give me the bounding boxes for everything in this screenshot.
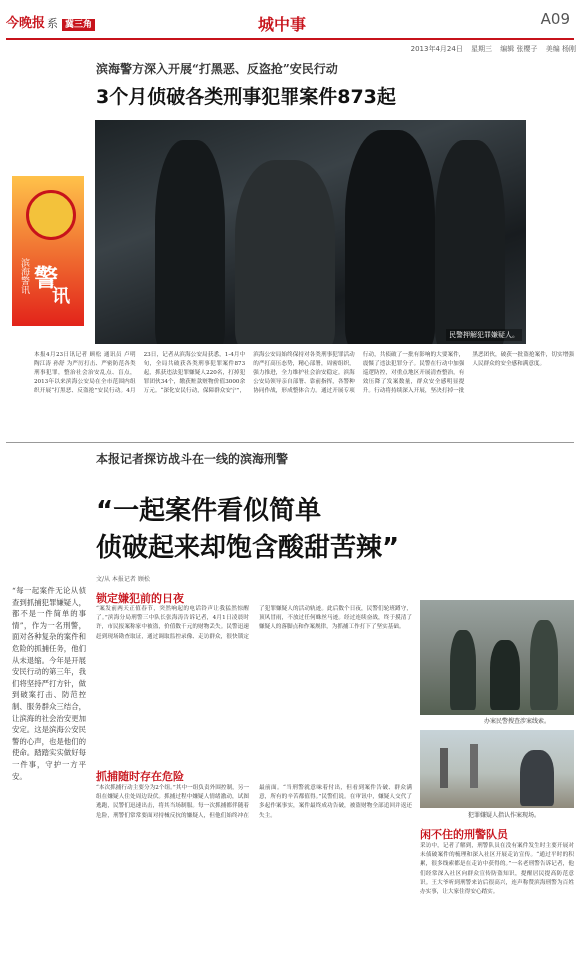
story2-body-a: “案发前两天正值春节，突然响起的电话铃声让我猛然惊醒了。”滨海分局刑警三中队长张海涛告诉记者，4月1日凌晨时许，市民报案称家中被盗，价值数千元的财物丢失。民警迅速赶到现场勘查取证，通过调取监控录像、走访群众，很快锁定了犯罪嫌疑人的活动轨迹。此后数个日夜，民警们轮班蹲守，顶风冒雨，不放过任何蛛丝马迹。经过连续奋战，终于摸清了嫌疑人的落脚点和作案规律，为抓捕工作打下了坚实基础。 xyxy=(96,606,412,640)
story2-byline: 文/从 本报记者 顾松 xyxy=(96,576,150,583)
story2-body-b: “本次抓捕行动主要分为2个组。”其中一组负责外围控制，另一组在嫌疑人住处周边设伏。抓捕过程中嫌疑人情绪激动，试图逃跑，民警们迅速出击，将其当场制服。每一次抓捕都伴随着危险，刑警们常常要面对持械反抗的嫌疑人，但他们始终冲在最前面。“当刑警就意味着付出，但看到案件告破、群众满意，所有的辛苦都值得。”民警们说。在审讯中，嫌疑人交代了多起作案事实，案件最终成功告破，被盗财物全部追回并返还失主。 xyxy=(96,785,412,819)
story2-body-c: 采访中，记者了解到，刑警队员在没有案件发生时主要开展对未侦破案件的梳理和深入社区开展走访宣传。“通过平时的积累，很多线索都是在走访中获得的。”一名老刑警告诉记者，他们经常深入社区向群众宣传防盗知识，提醒居民提高防范意识。王大爷听到刑警来访后很高兴，连声称赞滨海刑警为百姓办实事，让大家住得安心踏实。 xyxy=(420,843,574,896)
badge-title-1: 警 xyxy=(34,263,58,292)
story2-subhead-1: 锁定嫌犯前的日夜 xyxy=(96,592,184,605)
story2-photo-search xyxy=(420,600,574,715)
story1-kicker: 滨海警方深入开展“打黑恶、反盗抢”安民行动 xyxy=(96,62,338,76)
story2-left-column: “每一起案件无论从侦查到抓捕犯罪嫌疑人，都不是一件简单的事情”，作为一名刑警，面对各种复杂的案件和危险的抓捕任务，他们从未退缩。今年是开展安民行动的第三年，我们将坚持严打方针，做到破案打击、防范控制、服务群众三结合，让滨海的社会治安更加安定。这是滨海公安民警的心声，也是他们的使命。踏踏实实做好每一件事，守护一方平安。 xyxy=(12,586,86,781)
police-emblem-icon xyxy=(26,190,76,240)
story2-subhead-3: 闲不住的刑警队员 xyxy=(420,828,508,841)
police-news-badge xyxy=(12,176,84,326)
story1-body: 本报4月23日讯记者 顾松 通讯员 卢明 陶江涛 孙舒 为严厉打击、严密防范各类刑事犯罪，整治社会治安乱点、盲点，2013年以来滨海公安局在全市范围内组织开展“打黑恶、反盗抢”安民行动。4月23日，记者从滨海公安局获悉，1-4月中旬，全局共破获各类刑事犯罪案件873起，抓获违法犯罪嫌疑人220名，打掉犯罪团伙34个，缴获赃款赃物价值3000余万元。“深化安民行动，保障群众安宁”，滨海公安局始终保持对各类刑事犯罪活动的严打高压态势，精心部署，周密组织，强力推进，全力维护社会治安稳定。滨海公安局领导亲自部署、靠前指挥，各警种协同作战，形成整体合力。通过开展专项行动，共侦破了一批有影响的大要案件，震慑了违法犯罪分子。民警在行动中加强巡逻防控，对重点地区开展清查整治，有效压降了发案数量，群众安全感明显提升。行动将持续深入开展，坚决打掉一批黑恶团伙，破获一批盗抢案件，切实增强人民群众的安全感和满意度。 xyxy=(34,352,574,394)
story2-photo-scene-caption: 犯罪嫌疑人指认作案现场。 xyxy=(468,812,541,819)
issue-editor: 编辑 张樱子 xyxy=(500,45,538,53)
issue-designer: 美编 杨刚 xyxy=(545,45,576,53)
story2-subhead-2: 抓捕随时存在危险 xyxy=(96,770,184,783)
newspaper-brand xyxy=(6,12,95,31)
story2-photo-search-caption: 办案民警搜查涉案线索。 xyxy=(484,718,551,725)
masthead xyxy=(6,6,574,40)
page-number: A09 xyxy=(540,10,570,28)
story2-headline-line2: 侦破起来却饱含酸甜苦辣” xyxy=(96,533,400,563)
brand-sub: 系 xyxy=(47,17,59,30)
section-title: 城中事 xyxy=(258,15,307,34)
story1-headline: 3个月侦破各类刑事犯罪案件873起 xyxy=(96,86,396,108)
badge-title-2: 讯 xyxy=(52,286,70,307)
issue-date: 2013年4月24日 xyxy=(410,45,463,53)
edition-tag: 冀三角 xyxy=(62,19,95,31)
issue-weekday: 星期三 xyxy=(471,45,493,53)
badge-vertical-label: 滨海警讯 xyxy=(19,258,29,294)
section-divider xyxy=(6,442,574,443)
story1-photo-caption: 民警押解犯罪嫌疑人。 xyxy=(446,329,522,341)
story2-headline-line1: “一起案件看似简单 xyxy=(96,496,322,526)
brand-name: 今晚报 xyxy=(6,16,46,31)
story2-kicker: 本报记者探访战斗在一线的滨海刑警 xyxy=(96,452,289,466)
issue-meta xyxy=(405,44,576,54)
story1-photo xyxy=(95,120,526,344)
story2-photo-scene xyxy=(420,730,574,808)
